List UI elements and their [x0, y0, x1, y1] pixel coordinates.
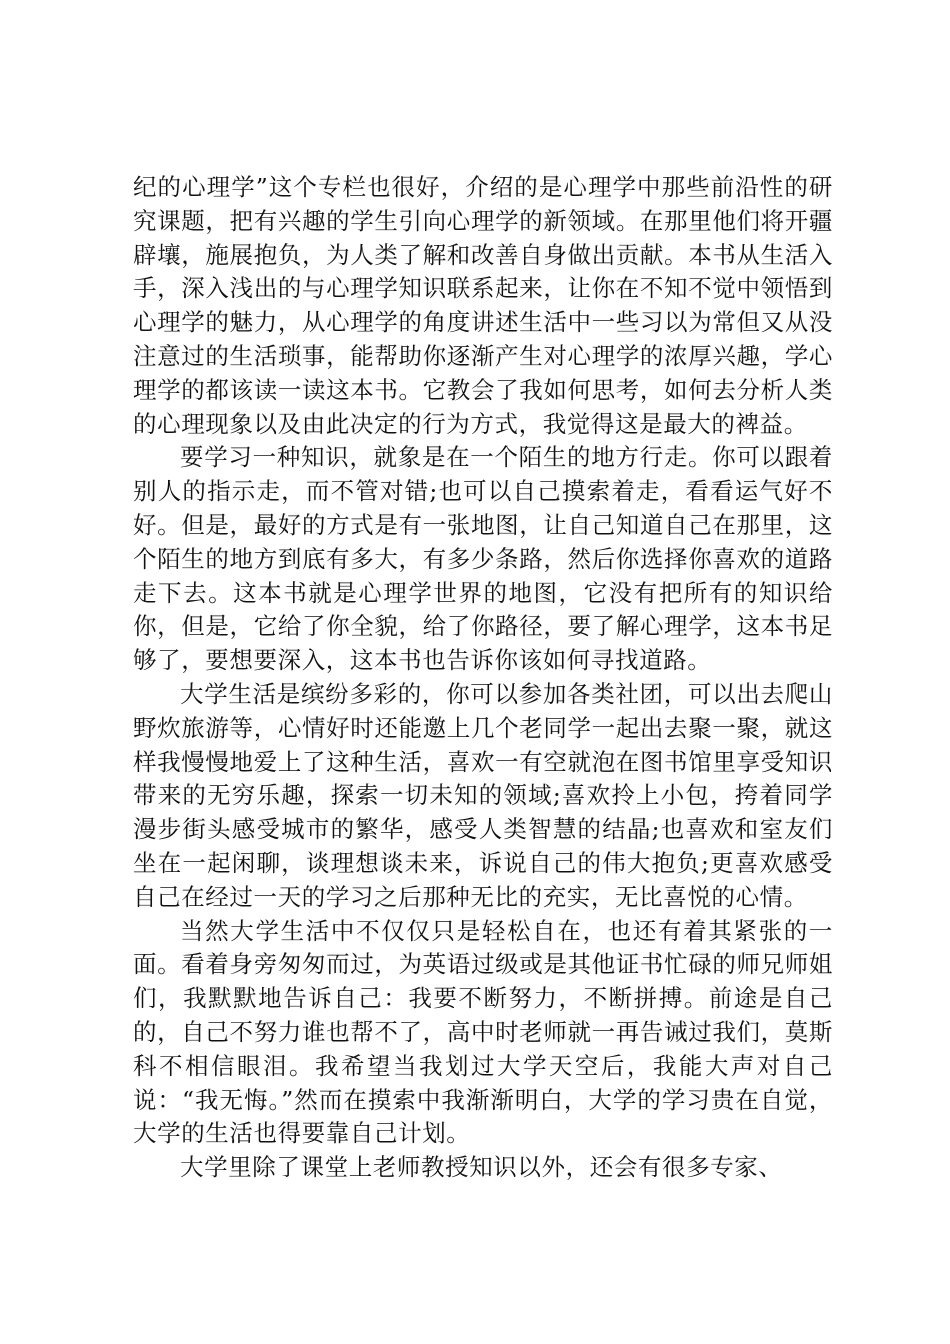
paragraph-1: 纪的心理学”这个专栏也很好，介绍的是心理学中那些前沿性的研究课题，把有兴趣的学生引向心理学的新领域。在那里他们将开疆辟壤，施展抱负，为人类了解和改善自身做出贡献。本书从生活入手，深入浅出的与心理学知识联系起来，让你在不知不觉中领悟到心理学的魅力，从心理学的角度讲述生活中一些习以为常但又从没注意过的生活琐事，能帮助你逐渐产生对心理学的浓厚兴趣，学心理学的都该读一读这本书。它教会了我如何思考，如何去分析人类的心理现象以及由此决定的行为方式，我觉得这是最大的裨益。	[133, 173, 833, 438]
paragraph-5: 大学里除了课堂上老师教授知识以外，还会有很多专家、	[180, 1153, 783, 1182]
document-body	[133, 171, 833, 1185]
paragraph-2: 要学习一种知识，就象是在一个陌生的地方行走。你可以跟着别人的指示走，而不管对错;也可以自己摸索着走，看看运气好不好。但是，最好的方式是有一张地图，让自己知道自己在那里，这个陌生的地方到底有多大，有多少条路，然后你选择你喜欢的道路走下去。这本书就是心理学世界的地图，它没有把所有的知识给你，但是，它给了你全貌，给了你路径，要了解心理学，这本书足够了，要想要深入，这本书也告诉你该如何寻找道路。	[133, 443, 833, 675]
paragraph-3: 大学生活是缤纷多彩的，你可以参加各类社团，可以出去爬山野炊旅游等，心情好时还能邀上几个老同学一起出去聚一聚，就这样我慢慢地爱上了这种生活，喜欢一有空就泡在图书馆里享受知识带来的无穷乐趣，探索一切未知的领域;喜欢拎上小包，挎着同学漫步街头感受城市的繁华，感受人类智慧的结晶;也喜欢和室友们坐在一起闲聊，谈理想谈未来，诉说自己的伟大抱负;更喜欢感受自己在经过一天的学习之后那种无比的充实，无比喜悦的心情。	[133, 679, 833, 911]
paragraph-4: 当然大学生活中不仅仅只是轻松自在，也还有着其紧张的一面。看着身旁匆匆而过，为英语过级或是其他证书忙碌的师兄师姐们，我默默地告诉自己：我要不断努力，不断拼搏。前途是自己的，自己不努力谁也帮不了，高中时老师就一再告诫过我们，莫斯科不相信眼泪。我希望当我划过大学天空后，我能大声对自己说：“我无悔。”然而在摸索中我渐渐明白，大学的学习贵在自觉，大学的生活也得要靠自己计划。	[133, 916, 833, 1148]
